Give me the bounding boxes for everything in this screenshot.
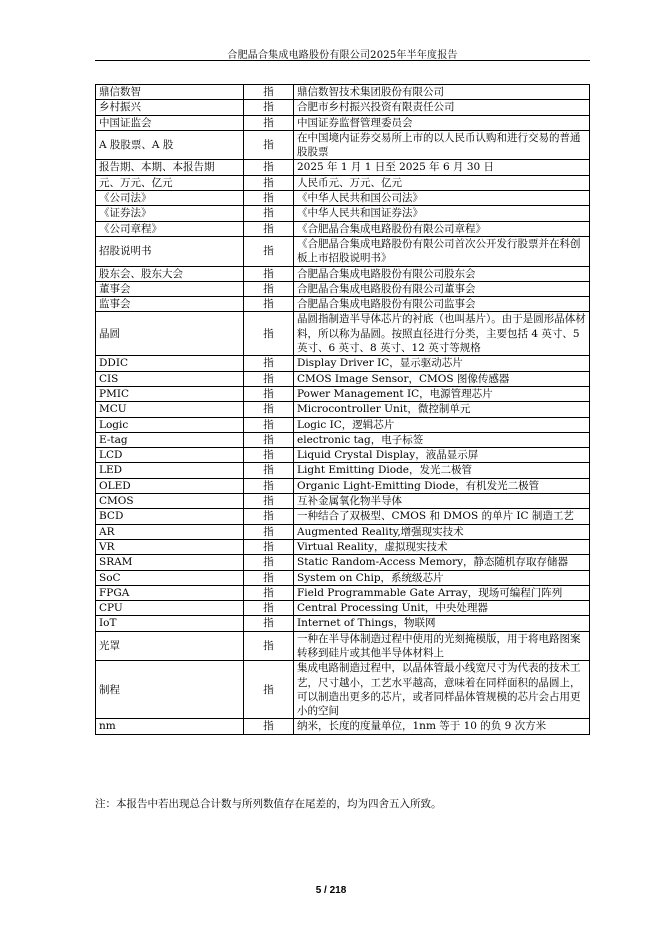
term-cell: 光罩 bbox=[96, 631, 244, 661]
zhi-cell: 指 bbox=[244, 312, 294, 356]
table-row bbox=[96, 85, 590, 100]
term-cell: 监事会 bbox=[96, 297, 244, 312]
table-row bbox=[96, 494, 590, 509]
description-cell: Light Emitting Diode，发光二极管 bbox=[294, 463, 590, 478]
description-cell: CMOS Image Sensor，CMOS 图像传感器 bbox=[294, 371, 590, 386]
description-cell: Static Random-Access Memory，静态随机存取存储器 bbox=[294, 555, 590, 570]
table-row bbox=[96, 206, 590, 221]
zhi-cell: 指 bbox=[244, 509, 294, 524]
zhi-cell: 指 bbox=[244, 236, 294, 266]
term-cell: DDIC bbox=[96, 356, 244, 371]
term-cell: CMOS bbox=[96, 494, 244, 509]
description-cell: 合肥晶合集成电路股份有限公司董事会 bbox=[294, 281, 590, 296]
description-cell: 合肥晶合集成电路股份有限公司监事会 bbox=[294, 297, 590, 312]
term-cell: 董事会 bbox=[96, 281, 244, 296]
table-row bbox=[96, 661, 590, 719]
report-header: 合肥晶合集成电路股份有限公司2025年半年度报告 bbox=[227, 50, 458, 61]
zhi-cell: 指 bbox=[244, 463, 294, 478]
term-cell: SRAM bbox=[96, 555, 244, 570]
zhi-cell: 指 bbox=[244, 85, 294, 100]
description-cell: Field Programmable Gate Array，现场可编程门阵列 bbox=[294, 585, 590, 600]
term-cell: OLED bbox=[96, 478, 244, 493]
header-divider bbox=[95, 60, 590, 61]
zhi-cell: 指 bbox=[244, 555, 294, 570]
term-cell: CIS bbox=[96, 371, 244, 386]
description-cell: 《合肥晶合集成电路股份有限公司章程》 bbox=[294, 221, 590, 236]
description-cell: 合肥市乡村振兴投资有限责任公司 bbox=[294, 100, 590, 115]
table-row bbox=[96, 312, 590, 356]
term-cell: BCD bbox=[96, 509, 244, 524]
zhi-cell: 指 bbox=[244, 417, 294, 432]
term-cell: Logic bbox=[96, 417, 244, 432]
zhi-cell: 指 bbox=[244, 175, 294, 190]
zhi-cell: 指 bbox=[244, 297, 294, 312]
table-row bbox=[96, 417, 590, 432]
term-cell: 鼎信数智 bbox=[96, 85, 244, 100]
term-cell: 《证券法》 bbox=[96, 206, 244, 221]
zhi-cell: 指 bbox=[244, 448, 294, 463]
zhi-cell: 指 bbox=[244, 478, 294, 493]
table-row bbox=[96, 175, 590, 190]
table-row bbox=[96, 585, 590, 600]
zhi-cell: 指 bbox=[244, 221, 294, 236]
description-cell: electronic tag，电子标签 bbox=[294, 432, 590, 447]
zhi-cell: 指 bbox=[244, 601, 294, 616]
description-cell: 鼎信数智技术集团股份有限公司 bbox=[294, 85, 590, 100]
table-row bbox=[96, 281, 590, 296]
term-cell: MCU bbox=[96, 402, 244, 417]
term-cell: VR bbox=[96, 539, 244, 554]
zhi-cell: 指 bbox=[244, 281, 294, 296]
description-cell: 在中国境内证券交易所上市的以人民币认购和进行交易的普通股股票 bbox=[294, 130, 590, 160]
zhi-cell: 指 bbox=[244, 494, 294, 509]
table-row bbox=[96, 631, 590, 661]
zhi-cell: 指 bbox=[244, 616, 294, 631]
table-row bbox=[96, 371, 590, 386]
term-cell: 招股说明书 bbox=[96, 236, 244, 266]
zhi-cell: 指 bbox=[244, 371, 294, 386]
zhi-cell: 指 bbox=[244, 206, 294, 221]
zhi-cell: 指 bbox=[244, 570, 294, 585]
definitions-table bbox=[95, 84, 590, 735]
table-row bbox=[96, 221, 590, 236]
zhi-cell: 指 bbox=[244, 661, 294, 719]
term-cell: 乡村振兴 bbox=[96, 100, 244, 115]
description-cell: 晶圆指制造半导体芯片的衬底（也叫基片）。由于是圆形晶体材料，所以称为晶圆。按照直径进行分类，主要包括 4 英寸、5 英寸、6 英寸、8 英寸、12 英寸等规格 bbox=[294, 312, 590, 356]
zhi-cell: 指 bbox=[244, 524, 294, 539]
zhi-cell: 指 bbox=[244, 432, 294, 447]
term-cell: AR bbox=[96, 524, 244, 539]
term-cell: 中国证监会 bbox=[96, 115, 244, 130]
table-row bbox=[96, 402, 590, 417]
description-cell: 集成电路制造过程中，以晶体管最小线宽尺寸为代表的技术工艺，尺寸越小，工艺水平越高，意味着在同样面积的晶圆上，可以制造出更多的芯片，或者同样晶体管规模的芯片会占用更小的空间 bbox=[294, 661, 590, 719]
table-row bbox=[96, 130, 590, 160]
table-row bbox=[96, 719, 590, 734]
term-cell: A 股股票、A 股 bbox=[96, 130, 244, 160]
term-cell: 晶圆 bbox=[96, 312, 244, 356]
description-cell: Logic IC，逻辑芯片 bbox=[294, 417, 590, 432]
table-row bbox=[96, 463, 590, 478]
table-row bbox=[96, 100, 590, 115]
description-cell: 《中华人民共和国公司法》 bbox=[294, 191, 590, 206]
table-row bbox=[96, 356, 590, 371]
description-cell: System on Chip，系统级芯片 bbox=[294, 570, 590, 585]
term-cell: LED bbox=[96, 463, 244, 478]
term-cell: LCD bbox=[96, 448, 244, 463]
description-cell: 一种结合了双极型、CMOS 和 DMOS 的单片 IC 制造工艺 bbox=[294, 509, 590, 524]
definitions-table-body bbox=[96, 85, 590, 735]
table-row bbox=[96, 524, 590, 539]
table-row bbox=[96, 616, 590, 631]
zhi-cell: 指 bbox=[244, 160, 294, 175]
description-cell: 人民币元、万元、亿元 bbox=[294, 175, 590, 190]
term-cell: SoC bbox=[96, 570, 244, 585]
table-row bbox=[96, 555, 590, 570]
table-row bbox=[96, 160, 590, 175]
zhi-cell: 指 bbox=[244, 585, 294, 600]
term-cell: 元、万元、亿元 bbox=[96, 175, 244, 190]
description-cell: 2025 年 1 月 1 日至 2025 年 6 月 30 日 bbox=[294, 160, 590, 175]
table-row bbox=[96, 478, 590, 493]
table-row bbox=[96, 191, 590, 206]
table-row bbox=[96, 266, 590, 281]
zhi-cell: 指 bbox=[244, 191, 294, 206]
description-cell: 《合肥晶合集成电路股份有限公司首次公开发行股票并在科创板上市招股说明书》 bbox=[294, 236, 590, 266]
description-cell: Microcontroller Unit，微控制单元 bbox=[294, 402, 590, 417]
term-cell: 股东会、股东大会 bbox=[96, 266, 244, 281]
table-row bbox=[96, 601, 590, 616]
zhi-cell: 指 bbox=[244, 402, 294, 417]
description-cell: 合肥晶合集成电路股份有限公司股东会 bbox=[294, 266, 590, 281]
description-cell: Power Management IC，电源管理芯片 bbox=[294, 386, 590, 401]
table-row bbox=[96, 297, 590, 312]
term-cell: 《公司法》 bbox=[96, 191, 244, 206]
description-cell: 中国证券监督管理委员会 bbox=[294, 115, 590, 130]
term-cell: E-tag bbox=[96, 432, 244, 447]
term-cell: 报告期、本期、本报告期 bbox=[96, 160, 244, 175]
zhi-cell: 指 bbox=[244, 356, 294, 371]
term-cell: PMIC bbox=[96, 386, 244, 401]
description-cell: 纳米，长度的度量单位，1nm 等于 10 的负 9 次方米 bbox=[294, 719, 590, 734]
table-row bbox=[96, 509, 590, 524]
table-row bbox=[96, 432, 590, 447]
description-cell: 一种在半导体制造过程中使用的光刻掩模版，用于将电路图案转移到硅片或其他半导体材料上 bbox=[294, 631, 590, 661]
description-cell: Organic Light-Emitting Diode，有机发光二极管 bbox=[294, 478, 590, 493]
description-cell: Internet of Things，物联网 bbox=[294, 616, 590, 631]
description-cell: 互补金属氧化物半导体 bbox=[294, 494, 590, 509]
zhi-cell: 指 bbox=[244, 386, 294, 401]
page-number: 5 / 218 bbox=[315, 885, 347, 896]
description-cell: Display Driver IC，显示驱动芯片 bbox=[294, 356, 590, 371]
term-cell: nm bbox=[96, 719, 244, 734]
rounding-note: 注：本报告中若出现总合计数与所列数值存在尾差的，均为四舍五入所致。 bbox=[95, 798, 442, 810]
zhi-cell: 指 bbox=[244, 539, 294, 554]
term-cell: IoT bbox=[96, 616, 244, 631]
description-cell: Virtual Reality，虚拟现实技术 bbox=[294, 539, 590, 554]
zhi-cell: 指 bbox=[244, 266, 294, 281]
zhi-cell: 指 bbox=[244, 100, 294, 115]
description-cell: Liquid Crystal Display，液晶显示屏 bbox=[294, 448, 590, 463]
table-row bbox=[96, 448, 590, 463]
description-cell: 《中华人民共和国证券法》 bbox=[294, 206, 590, 221]
table-row bbox=[96, 539, 590, 554]
zhi-cell: 指 bbox=[244, 115, 294, 130]
table-row bbox=[96, 115, 590, 130]
table-row bbox=[96, 236, 590, 266]
zhi-cell: 指 bbox=[244, 130, 294, 160]
description-cell: Central Processing Unit，中央处理器 bbox=[294, 601, 590, 616]
term-cell: 制程 bbox=[96, 661, 244, 719]
zhi-cell: 指 bbox=[244, 719, 294, 734]
description-cell: Augmented Reality,增强现实技术 bbox=[294, 524, 590, 539]
term-cell: CPU bbox=[96, 601, 244, 616]
term-cell: 《公司章程》 bbox=[96, 221, 244, 236]
table-row bbox=[96, 570, 590, 585]
table-row bbox=[96, 386, 590, 401]
term-cell: FPGA bbox=[96, 585, 244, 600]
zhi-cell: 指 bbox=[244, 631, 294, 661]
